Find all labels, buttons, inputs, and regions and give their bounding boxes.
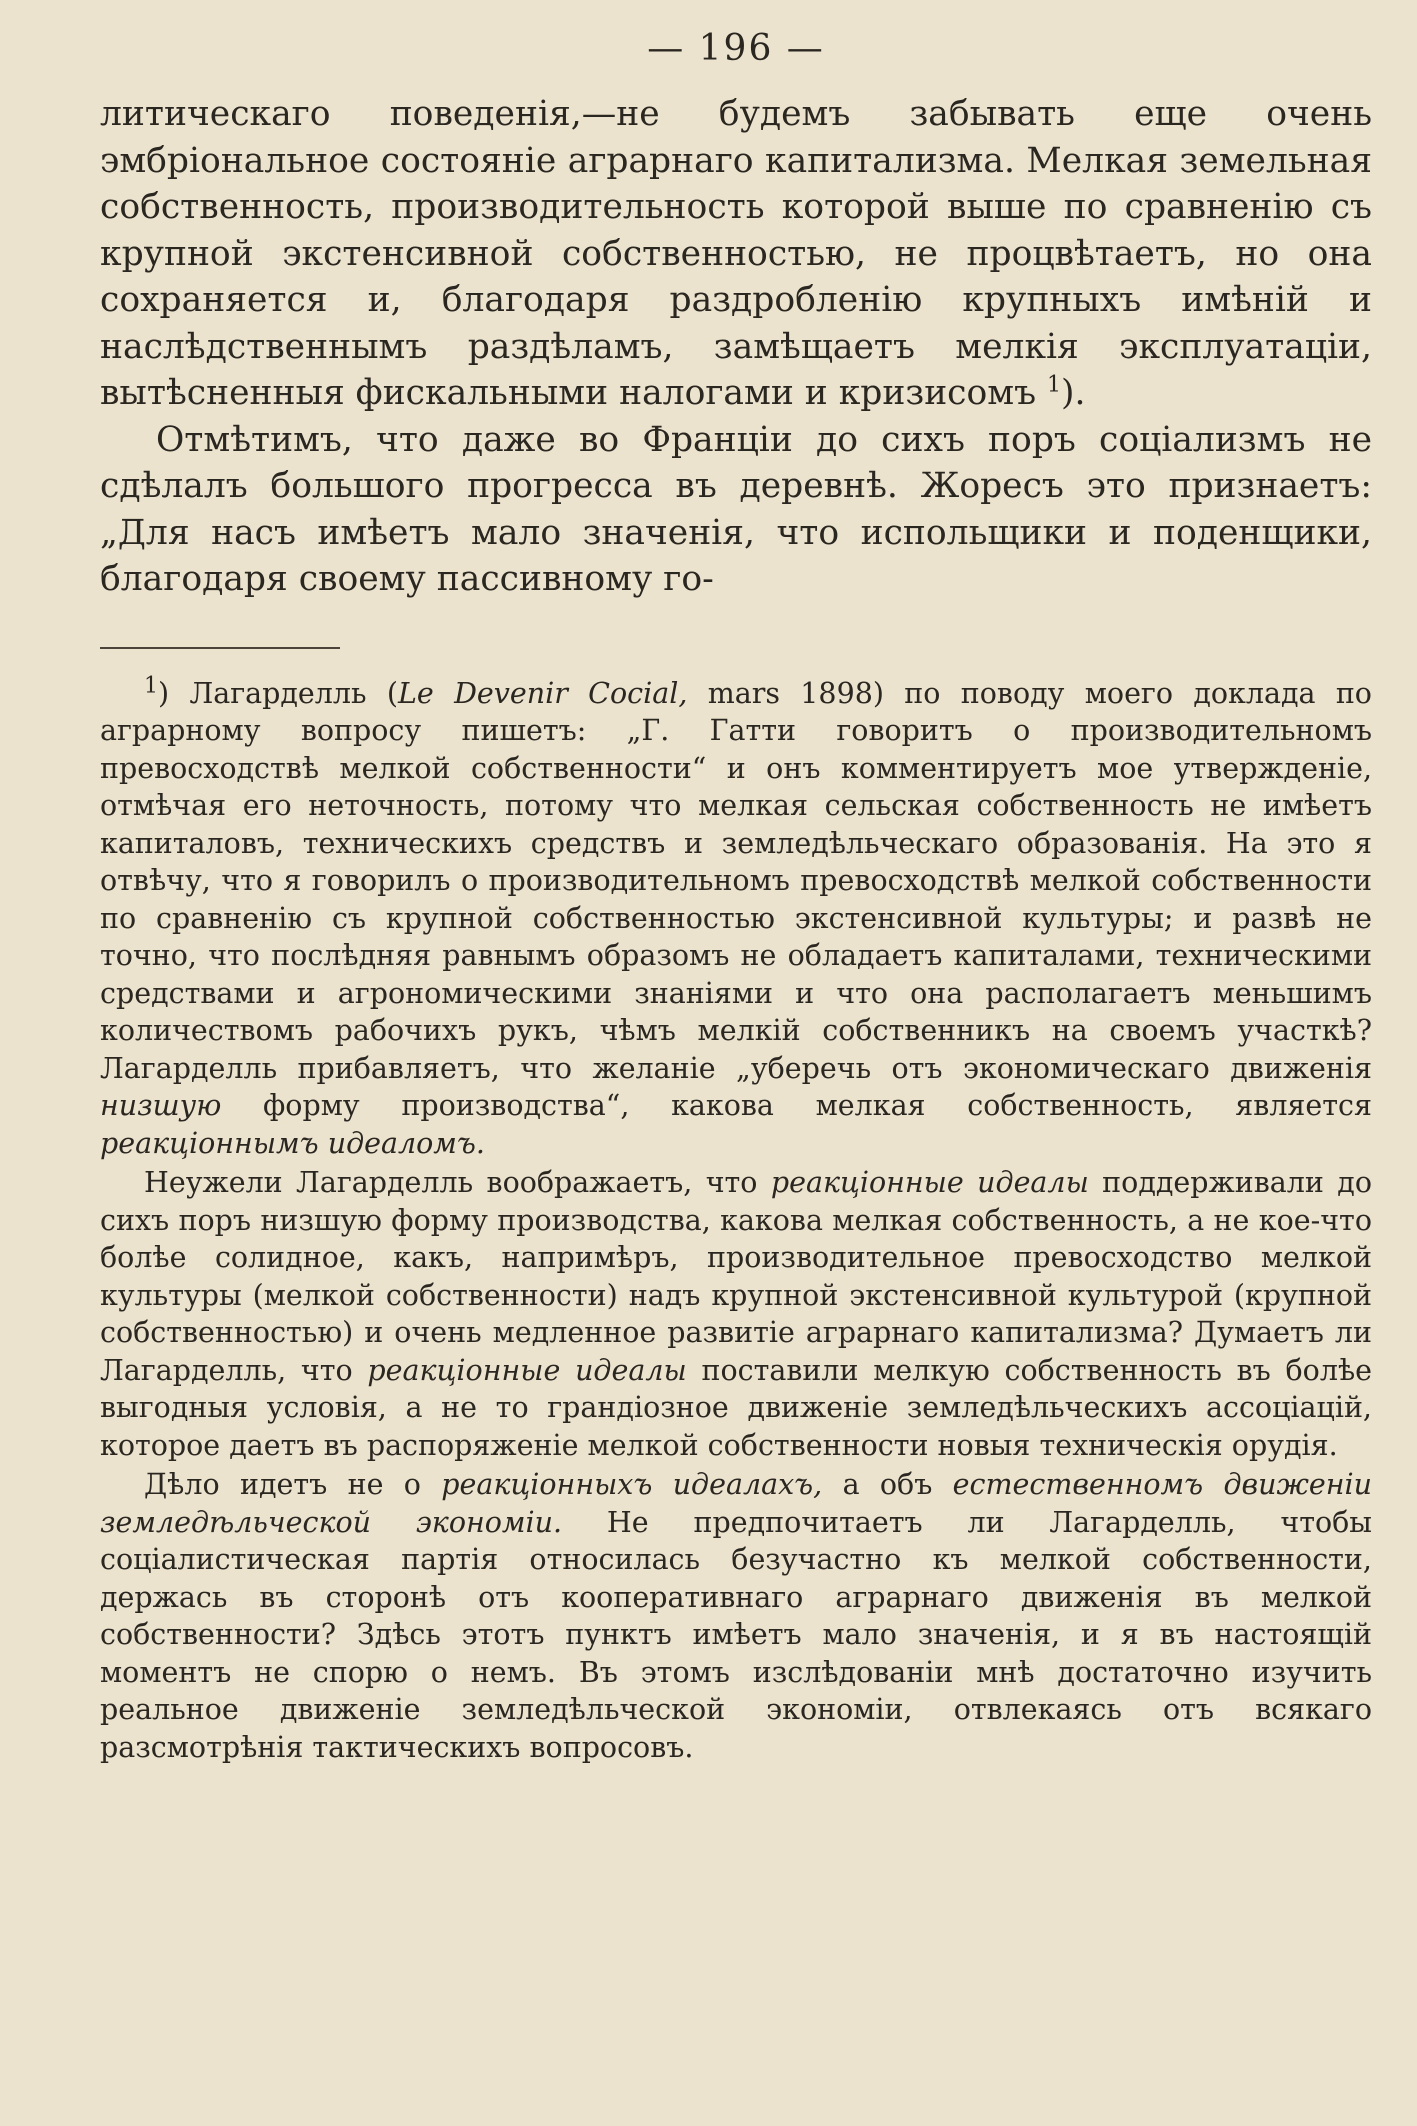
footnote-text: mars 1898) по поводу моего доклада по аграрному вопросу пишетъ: „Г. Гатти говоритъ о производительномъ превосходствѣ мелкой собственности“ и онъ комментируетъ мое утвержденіе, отмѣчая его неточность, потому что мелкая сельская собственность не имѣетъ капиталовъ, техническихъ средствъ и земледѣльческаго образованія. На это я отвѣчу, что я говорилъ о производительномъ превосходствѣ мелкой собственности по сравненію съ крупной собственностью экстенсивной культуры; и развѣ не точно, что послѣдняя равнымъ образомъ не обладаетъ капиталами, техническими средствами и агрономическими знаніями и что она располагаетъ меньшимъ количествомъ рабочихъ рукъ, чѣмъ мелкій собственникъ на своемъ участкѣ? Лагарделль прибавляетъ, что желаніе „уберечь отъ экономическаго движенія xyxy=(100,676,1372,1085)
footnote-paragraph-3 xyxy=(100,1466,1372,1766)
italic-phrase: реакціонные идеалы xyxy=(770,1166,1089,1199)
journal-title: Le Devenir Cocial, xyxy=(397,676,688,710)
footnote-reference: 1 xyxy=(1047,372,1062,398)
main-paragraph-1-text: литическаго поведенія,—не будемъ забывать еще очень эмбріональное состояніе аграрнаго капитализма. Мелкая земельная собственность, производительность которой выше по сравненію съ крупной экстенсивной собственностью, не процвѣтаетъ, но она сохраняется и, благодаря раздробленію крупныхъ имѣній и наслѣдственнымъ раздѣламъ, замѣщаетъ мелкія эксплуатаціи, вытѣсненныя фискальными налогами и кризисомъ xyxy=(100,94,1372,413)
italic-phrase: реакціонные идеалы xyxy=(367,1353,687,1387)
footnote-text: Не предпочитаетъ ли Лагарделль, чтобы соціалистическая партія относилась безучастно къ мелкой собственности, держась въ сторонѣ отъ кооперативнаго аграрнаго движенія въ мелкой собственности? Здѣсь этотъ пунктъ имѣетъ мало значенія, и я въ настоящій моментъ не спорю о немъ. Въ этомъ изслѣдованіи мнѣ достаточно изучить реальное движеніе земледѣльческой экономіи, отвлекаясь отъ всякаго разсмотрѣнія тактическихъ вопросовъ. xyxy=(100,1505,1372,1764)
main-paragraph-1-end: ). xyxy=(1061,373,1086,413)
main-paragraph-1 xyxy=(100,91,1372,417)
footnote-marker: 1 xyxy=(144,673,158,698)
footnote-text: Неужели Лагарделль воображаетъ, что xyxy=(144,1166,771,1199)
main-paragraph-2: Отмѣтимъ, что даже во Франціи до сихъ поръ соціализмъ не сдѣлалъ большого прогресса въ деревнѣ. Жоресъ это признаетъ: „Для насъ имѣетъ мало значенія, что испольщики и поденщики, благодаря своему пассивному го- xyxy=(100,419,1372,599)
footnote-text: форму производства“, какова мелкая собственность, является xyxy=(221,1089,1372,1122)
footnote-paragraph-2 xyxy=(100,1164,1372,1464)
footnote-text: а объ xyxy=(822,1468,953,1501)
footnote-text: поставили мелкую собственность въ болѣе выгодныя условія, а не то грандіозное движеніе земледѣльческихъ ассоціацій, которое даетъ въ распоряженіе мелкой собственности новыя техническія орудія. xyxy=(100,1353,1372,1462)
main-text xyxy=(100,91,1372,603)
italic-phrase: реакціонныхъ идеалахъ, xyxy=(441,1468,823,1501)
book-page xyxy=(100,20,1372,1766)
footnote-divider xyxy=(100,647,340,649)
footnote-text: поддерживали до сихъ поръ низшую форму производства, какова мелкая собственность, а не кое-что болѣе солидное, какъ, напримѣръ, производительное превосходство мелкой культуры (мелкой собственности) надъ крупной экстенсивной культурой (крупной собственностью) и очень медленное развитіе аграрнаго капитализма? Думаетъ ли Лагарделль, что xyxy=(100,1166,1372,1387)
italic-phrase: естественномъ движеніи земледѣльческой экономіи. xyxy=(100,1468,1372,1539)
page-number: — 196 — xyxy=(647,28,825,69)
italic-phrase: низшую xyxy=(100,1089,222,1122)
footnote-text: ) Лагарделль ( xyxy=(158,676,398,710)
footnotes xyxy=(100,675,1372,1767)
italic-phrase: реакціоннымъ идеаломъ. xyxy=(100,1126,485,1160)
footnote-text: Дѣло идетъ не о xyxy=(144,1468,442,1501)
footnote-paragraph-1 xyxy=(100,675,1372,1163)
